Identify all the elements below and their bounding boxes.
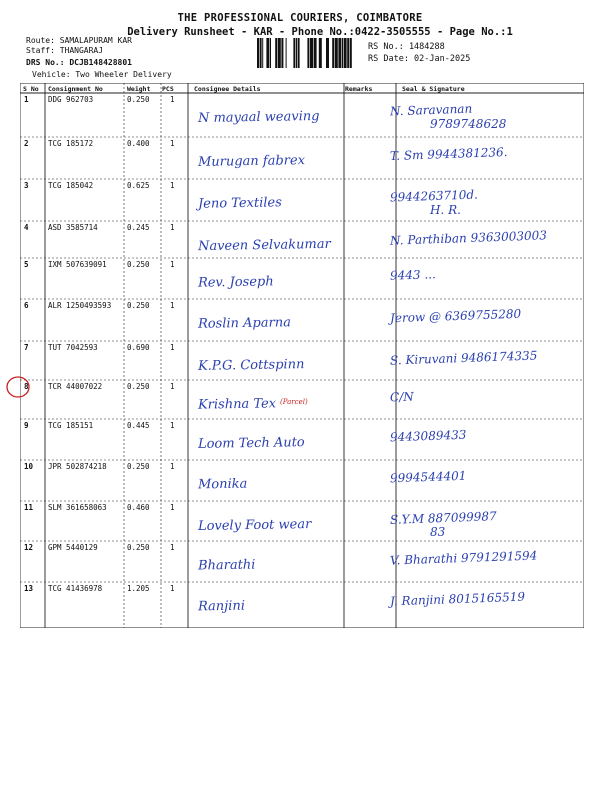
row-sno: 11 (24, 503, 34, 512)
row-sno: 8 (24, 382, 29, 391)
row-signature-line2: H. R. (430, 203, 461, 217)
row-consignment-no: DDG 962703 (48, 95, 94, 104)
row-sno: 10 (24, 462, 34, 471)
row-sno: 12 (24, 543, 34, 552)
row-sno: 3 (24, 181, 29, 190)
runsheet-subtitle: Delivery Runsheet - KAR - Phone No.:0422-3505555 - Page No.:1 (127, 26, 513, 38)
row-pcs: 1 (170, 503, 175, 512)
row-note: (Parcel) (280, 398, 308, 406)
row-consignment-no: SLM 361658063 (48, 503, 107, 512)
row-signature: 9994544401 (389, 468, 467, 486)
row-signature: J. Ranjini 8015165519 (389, 589, 526, 609)
row-sno: 5 (24, 260, 29, 269)
row-consignment-no: TCG 41436978 (48, 584, 103, 593)
row-weight: 0.460 (127, 503, 150, 512)
row-weight: 0.690 (127, 343, 150, 352)
row-weight: 0.250 (127, 260, 150, 269)
row-consignee-handwritten: Rev. Joseph (197, 274, 274, 291)
vehicle-label: Vehicle: Two Wheeler Delivery (32, 70, 172, 79)
col-sno: S No (23, 85, 39, 93)
staff-label: Staff: THANGARAJ (26, 46, 104, 55)
row-consignee-handwritten: Naveen Selvakumar (197, 236, 331, 255)
row-pcs: 1 (170, 95, 175, 104)
row-sno: 4 (24, 223, 29, 232)
company-title: THE PROFESSIONAL COURIERS, COIMBATORE (177, 12, 423, 24)
row-signature: N. Parthiban 9363003003 (389, 228, 548, 248)
row-signature: V. Bharathi 9791291594 (389, 548, 538, 568)
row-pcs: 1 (170, 543, 175, 552)
row-consignment-no: IXM 507639091 (48, 260, 107, 269)
row-weight: 0.245 (127, 223, 150, 232)
row-consignment-no: GPM 5440129 (48, 543, 98, 552)
col-consignment: Consignment No (48, 85, 103, 93)
row-consignment-no: ALR 1250493593 (48, 301, 112, 310)
col-seal: Seal & Signature (402, 85, 465, 93)
row-consignee-handwritten: Ranjini (197, 598, 246, 615)
row-consignee-handwritten: N mayaal weaving (197, 108, 320, 127)
row-sno: 1 (24, 95, 29, 104)
row-signature: S.Y.M 887099987 (389, 509, 497, 527)
col-remarks: Remarks (345, 85, 373, 93)
row-pcs: 1 (170, 139, 175, 148)
row-weight: 1.205 (127, 584, 150, 593)
row-pcs: 1 (170, 223, 175, 232)
row-consignee-handwritten: K.P.G. Cottspinn (197, 357, 305, 374)
row-consignee-handwritten: Lovely Foot wear (197, 517, 312, 534)
row-pcs: 1 (170, 382, 175, 391)
row-signature-line2: 9789748628 (430, 117, 507, 131)
row-weight: 0.250 (127, 543, 150, 552)
row-pcs: 1 (170, 421, 175, 430)
row-consignee-handwritten: Murugan fabrex (197, 153, 306, 170)
row-pcs: 1 (170, 301, 175, 310)
row-consignment-no: TCG 185172 (48, 139, 94, 148)
row-weight: 0.250 (127, 301, 150, 310)
row-consignment-no: ASD 3585714 (48, 223, 98, 232)
rs-date: RS Date: 02-Jan-2025 (368, 54, 471, 64)
barcode-image (256, 38, 362, 68)
row-sno: 6 (24, 301, 29, 310)
row-consignee-handwritten: Bharathi (197, 557, 256, 574)
row-signature: 9443 ... (389, 267, 437, 283)
row-pcs: 1 (170, 462, 175, 471)
red-circle-mark (4, 374, 32, 400)
row-pcs: 1 (170, 584, 175, 593)
row-consignment-no: TCG 185042 (48, 181, 94, 190)
row-pcs: 1 (170, 260, 175, 269)
row-signature: 9944263710d. (389, 187, 479, 205)
row-signature: C/N (389, 389, 414, 405)
row-consignment-no: TCR 44007022 (48, 382, 103, 391)
row-weight: 0.625 (127, 181, 150, 190)
row-consignee-handwritten: Monika (197, 476, 248, 493)
row-consignee-handwritten: Jeno Textiles (197, 195, 282, 212)
row-signature: S. Kiruvani 9486174335 (389, 348, 538, 368)
row-pcs: 1 (170, 343, 175, 352)
row-sno: 9 (24, 421, 29, 430)
row-weight: 0.250 (127, 462, 150, 471)
row-consignment-no: TCG 185151 (48, 421, 94, 430)
col-pcs: PCS (162, 85, 174, 93)
row-consignee-handwritten: Krishna Tex (197, 396, 277, 413)
row-weight: 0.250 (127, 382, 150, 391)
row-sno: 13 (24, 584, 34, 593)
route-label: Route: SAMALAPURAM KAR (26, 36, 132, 45)
row-sno: 7 (24, 343, 29, 352)
row-weight: 0.400 (127, 139, 150, 148)
row-weight: 0.445 (127, 421, 150, 430)
row-sno: 2 (24, 139, 29, 148)
row-weight: 0.250 (127, 95, 150, 104)
row-consignee-handwritten: Loom Tech Auto (197, 435, 305, 452)
row-consignee-handwritten: Roslin Aparna (197, 315, 292, 332)
row-consignment-no: TUT 7042593 (48, 343, 98, 352)
row-signature: T. Sm 9944381236. (389, 144, 508, 164)
row-signature: 9443089433 (389, 427, 467, 445)
row-signature: N. Saravanan (389, 101, 473, 119)
drs-label: DRS No.: DCJB148428801 (26, 58, 132, 67)
row-signature-line2: 83 (430, 525, 446, 539)
row-consignment-no: JPR 502874218 (48, 462, 107, 471)
col-weight: Weight (127, 85, 151, 93)
col-consignee: Consignee Details (194, 85, 261, 93)
row-pcs: 1 (170, 181, 175, 190)
rs-number: RS No.: 1484288 (368, 42, 445, 52)
row-signature: Jerow @ 6369755280 (389, 306, 522, 326)
